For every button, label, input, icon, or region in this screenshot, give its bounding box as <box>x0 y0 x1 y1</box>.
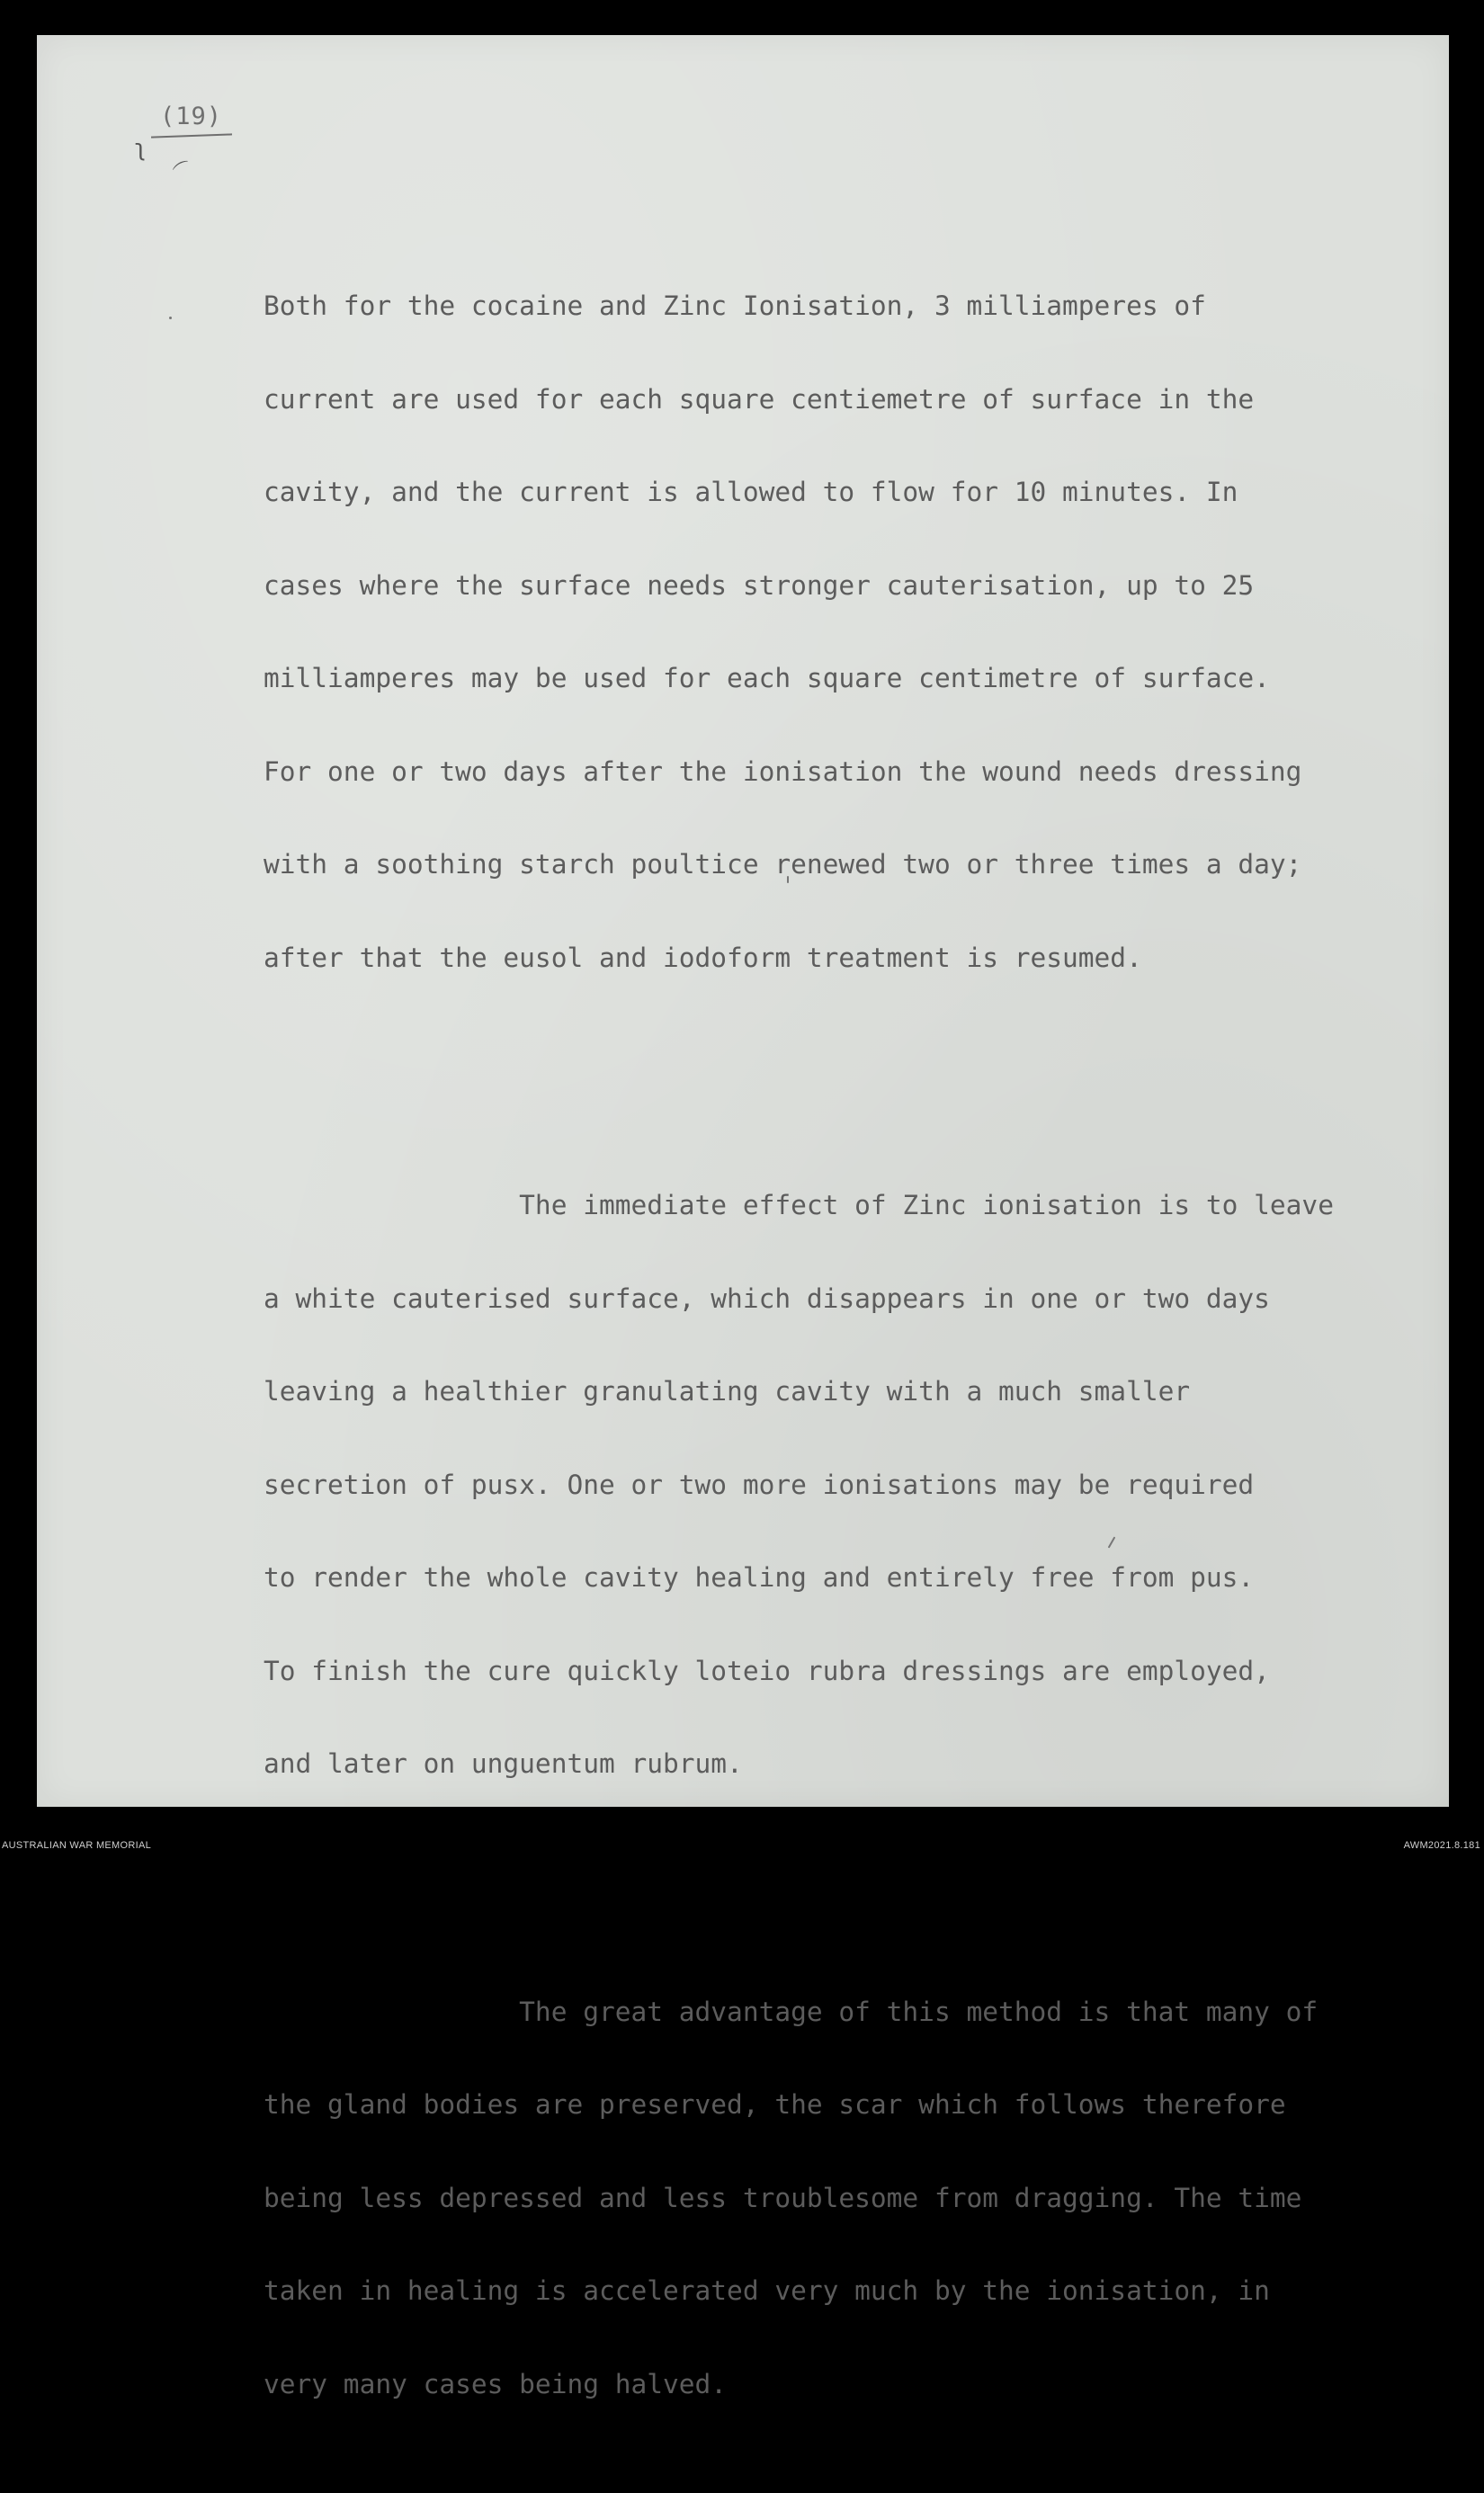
text-line: the gland bodies are preserved, the scar which follows therefore <box>264 2089 1286 2120</box>
text-line: cases where the surface needs stronger cauterisation, up to 25 <box>264 569 1255 601</box>
text-line: taken in healing is accelerated very much by the ionisation, in <box>264 2275 1270 2306</box>
paragraph-3 <box>264 1935 1433 2462</box>
footer-accession-number: AWM2021.8.181 <box>1403 1840 1480 1851</box>
text-line: a white cauterised surface, which disappears in one or two days <box>264 1282 1270 1314</box>
typed-body-text <box>264 166 1433 2493</box>
text-line: To finish the cure quickly loteio rubra dressings are employed, <box>264 1655 1270 1686</box>
text-line: to render the whole cavity healing and entirely free from pus. <box>264 1562 1255 1593</box>
text-line: leaving a healthier granulating cavity with a much smaller <box>264 1376 1191 1407</box>
text-line: being less depressed and less troublesome from dragging. The time <box>264 2182 1302 2213</box>
text-line: with a soothing starch poultice renewed two or three times a day; <box>264 849 1302 880</box>
text-line: The immediate effect of Zinc ionisation is to leave <box>264 1190 1334 1220</box>
text-line: after that the eusol and iodoform treatment is resumed. <box>264 942 1142 973</box>
paragraph-1 <box>264 228 1433 1035</box>
text-line: For one or two days after the ionisation the wound needs dressing <box>264 755 1302 787</box>
text-line: cavity, and the current is allowed to flow for 10 minutes. In <box>264 477 1238 507</box>
text-line: very many cases being halved. <box>264 2368 728 2399</box>
text-line: milliamperes may be used for each square centimetre of surface. <box>264 663 1270 693</box>
stray-dot <box>169 317 172 319</box>
text-line: The great advantage of this method is that many of <box>264 1996 1319 2027</box>
pencil-mark-icon: ʅ <box>135 135 146 162</box>
text-line: current are used for each square centiemetre of surface in the <box>264 383 1255 415</box>
text-line: secretion of pusx. One or two more ionisations may be required <box>264 1469 1255 1500</box>
text-line: and later on unguentum rubrum. <box>264 1748 743 1779</box>
footer-source-label: AUSTRALIAN WAR MEMORIAL <box>2 1840 152 1851</box>
paragraph-2 <box>264 1128 1433 1842</box>
pencil-tick-icon: ⌒ <box>170 156 197 185</box>
text-line: Both for the cocaine and Zinc Ionisation, 3 milliamperes of <box>264 290 1206 321</box>
page-number: (19) <box>160 103 223 130</box>
